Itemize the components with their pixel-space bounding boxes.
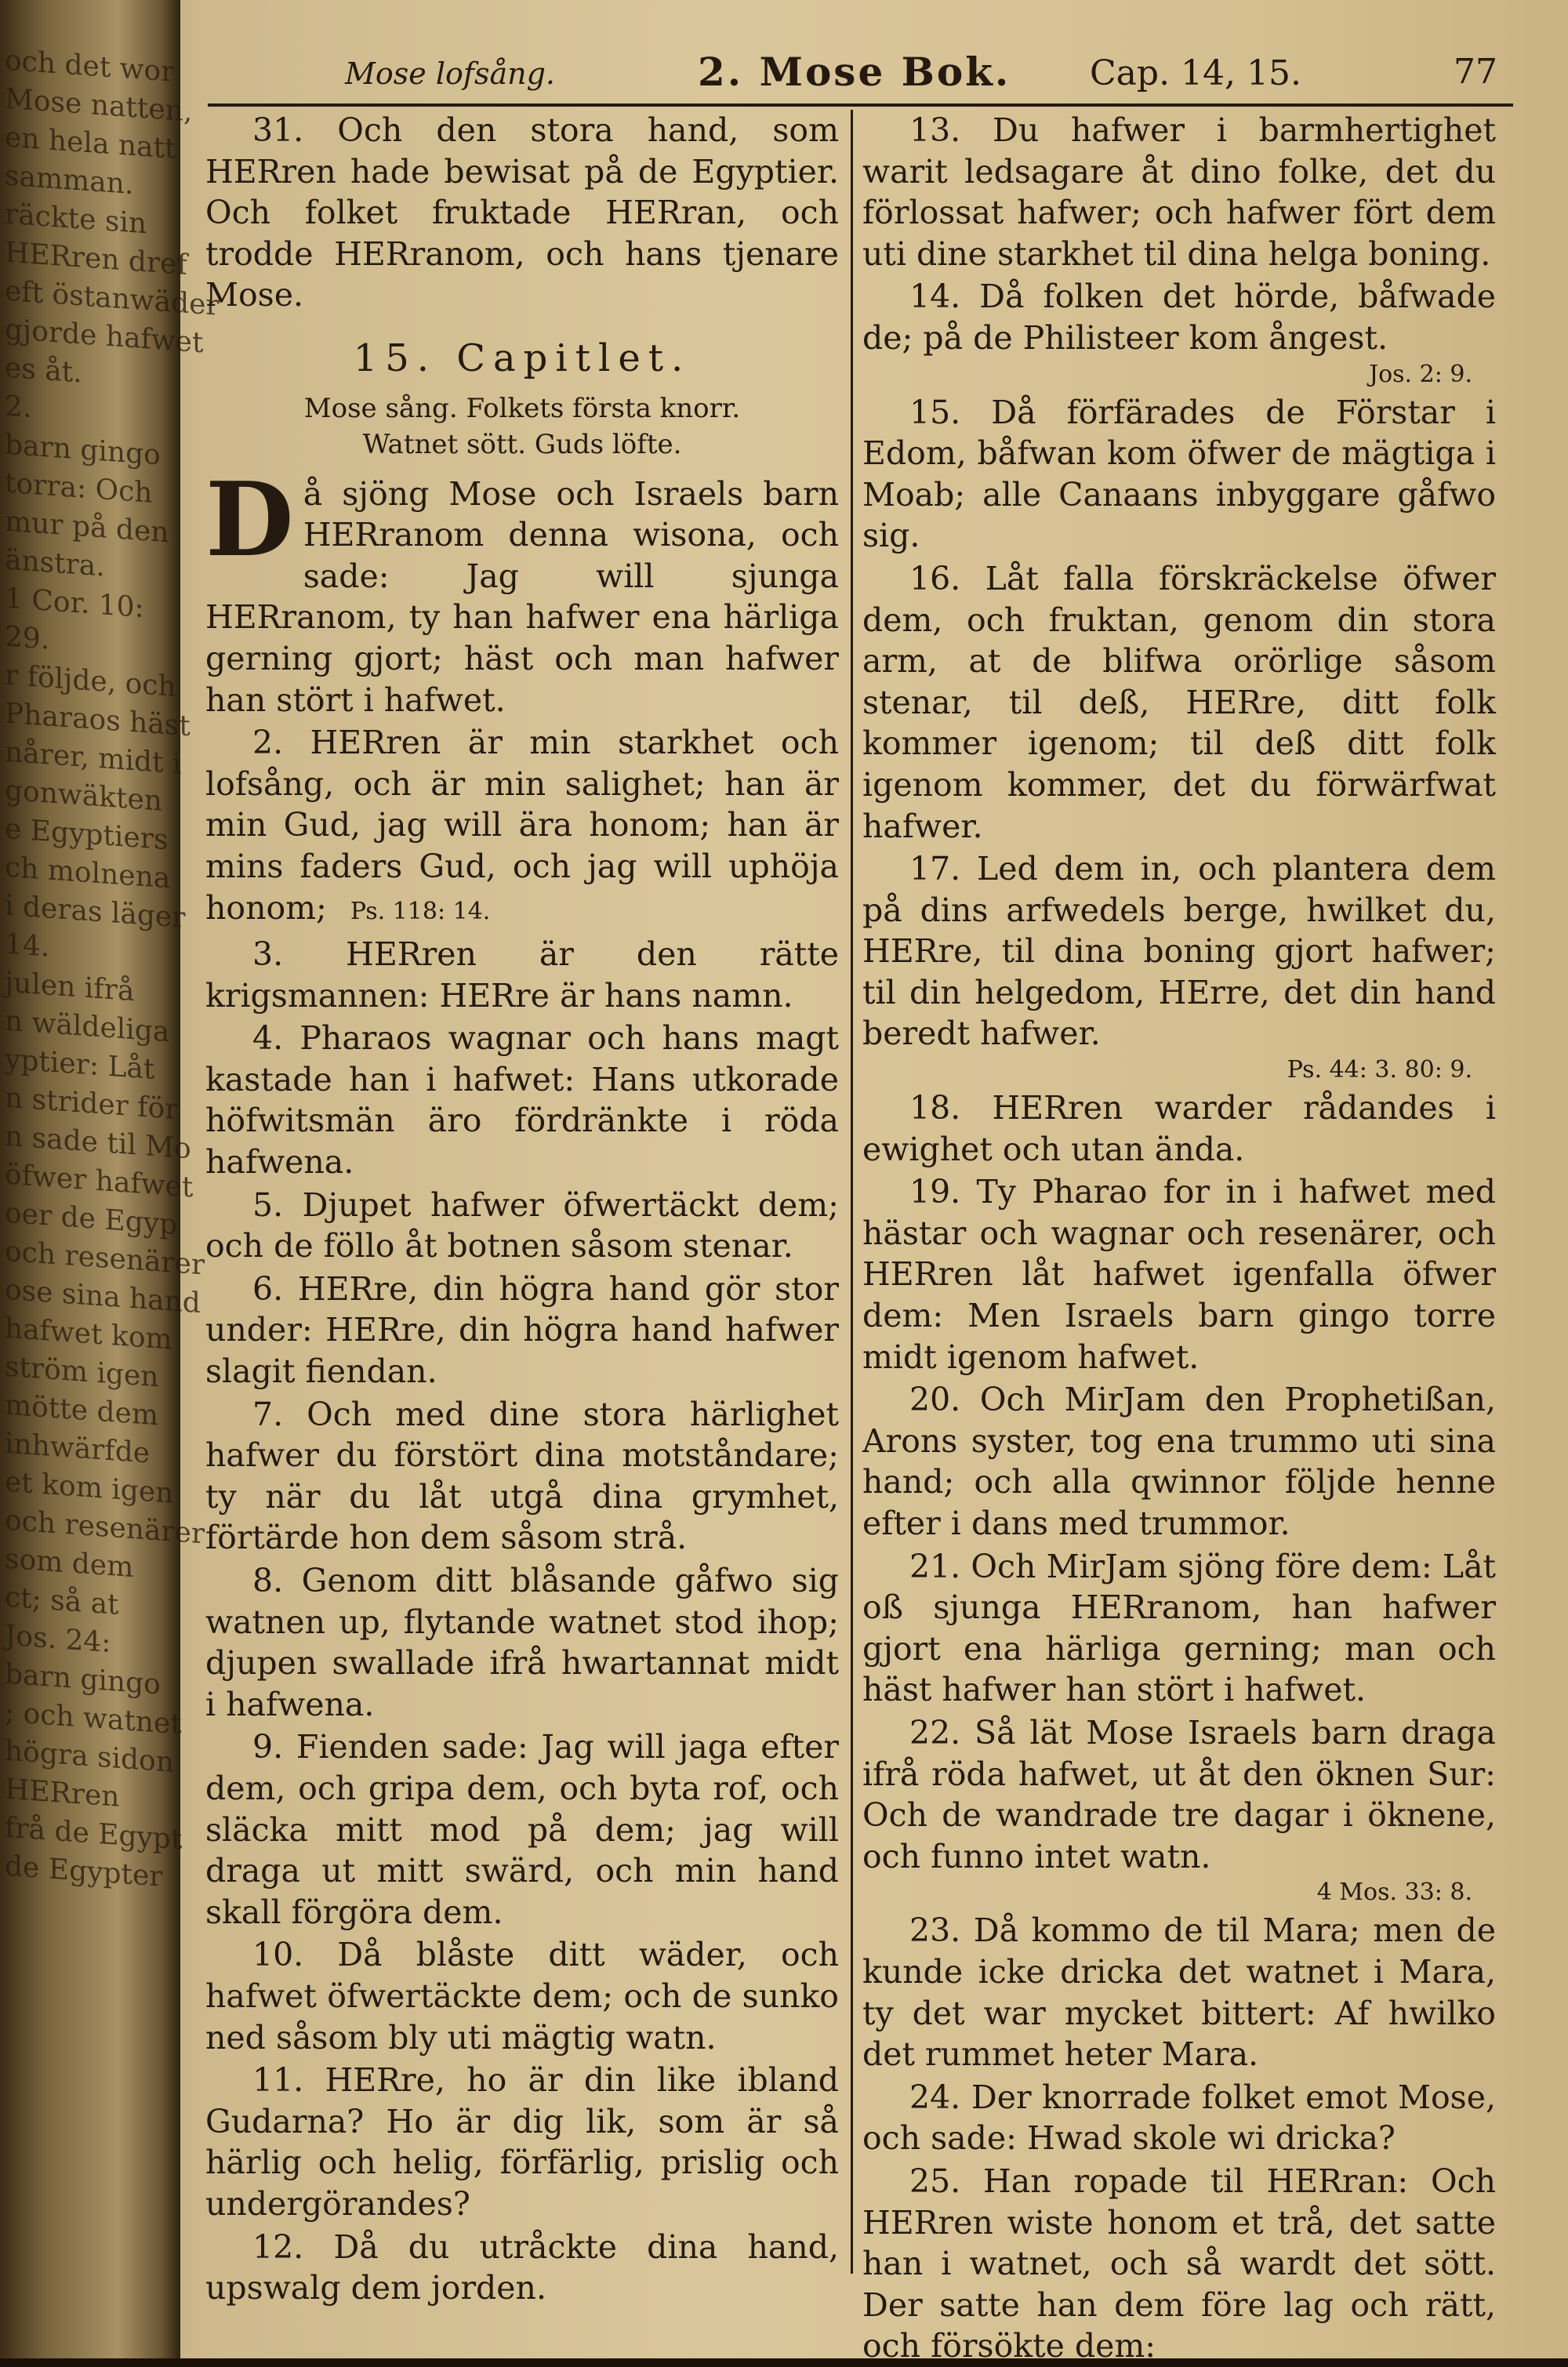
facing-page-line: barn gingo — [5, 428, 161, 472]
facing-page-line: ström igen — [5, 1350, 159, 1394]
verse-15-4: 4. Pharaos wagnar och hans magt kastade han i hafwet: Hans utkorade höfwitsmän äro fördränkte i röda hafwena. — [205, 1019, 839, 1182]
header-left: Mose lofsång. — [345, 56, 555, 91]
verse-15-5: 5. Djupet hafwer öfwertäckt dem; och de föllo åt botnen såsom stenar. — [205, 1185, 839, 1265]
facing-page-line: en hela natt — [5, 121, 176, 165]
facing-page-line: öfwer hafwet — [5, 1158, 194, 1204]
verse-15-2 — [205, 722, 839, 932]
verse-15-16: 16. Låt falla förskräckelse öfwer dem, och fruktan, genom din stora arm, at de blifwa orörlige såsom stenar, til deß, HERre, ditt folk kommer igenom; til deß ditt folk igenom kommer, det du förwärfwat hafwer. — [862, 559, 1496, 845]
verse-15-20: 20. Och MirJam den Prophetißan, Arons syster, tog ena trummo uti sina hand; och alla qwinnor följde henne efter i dans med trummor. — [862, 1381, 1496, 1542]
facing-page-line: r följde, och — [5, 659, 176, 703]
summary-line: Watnet sött. Guds löfte. — [362, 428, 682, 460]
facing-page-line: es åt. — [5, 351, 82, 390]
facing-page-line: Pharaos häst — [5, 697, 191, 743]
verse-14-31: 31. Och den stora hand, som HERren hade bewisat på de Egyptier. Och folket fruktade HERran, och trodde HERranom, och hans tjenare Mose. — [205, 111, 839, 314]
facing-page-line: 2. — [5, 390, 32, 425]
facing-page-line: ; och watnet — [5, 1696, 182, 1741]
running-header — [345, 49, 1497, 103]
left-column — [205, 110, 839, 2309]
verse-15-13: 13. Du hafwer i barmhertighet warit ledsagare åt dino folke, det du förlossat hafwer; och hafwer fört dem uti dine starkhet til dina helga boning. — [862, 111, 1496, 273]
cross-reference: Ps. 44: 3. 80: 9. — [1287, 1056, 1472, 1084]
chapter-summary — [205, 390, 839, 463]
facing-page-line: i deras läger — [5, 889, 186, 935]
facing-page-edge — [0, 0, 220, 2358]
facing-page-line: änstra. — [5, 543, 105, 583]
facing-page-line: ch molnena — [5, 851, 171, 895]
verse-15-25: 25. Han ropade til HERran: Och HERren wiste honom et trå, det satte han i watnet, och så wardt det sött. Der satte han dem före lag och rätt, och försökte dem: — [862, 2162, 1496, 2365]
verse-15-11: 11. HERre, ho är din like ibland Gudarna? Ho är dig lik, som är så härlig och helig, förfärlig, prislig och undergörandes? — [205, 2061, 839, 2223]
verse-15-6: 6. HERre, din högra hand gör stor under: HERre, din högra hand hafwer slagit fiendan. — [205, 1269, 839, 1391]
verse-15-24: 24. Der knorrade folket emot Mose, och sade: Hwad skole wi dricka? — [862, 2078, 1496, 2158]
column-divider — [851, 110, 853, 2274]
facing-page-line: och resenärer — [5, 1504, 205, 1551]
facing-page-line: eft östanwäder — [5, 274, 220, 322]
facing-page-line: n wäldeliga — [5, 1004, 170, 1049]
facing-page-line: räckte sin — [5, 198, 147, 241]
facing-page-line: Mose natten, — [5, 82, 193, 129]
facing-page-line: n strider för — [5, 1081, 179, 1127]
facing-page-line: frå de Egypt — [5, 1811, 183, 1857]
right-column — [862, 110, 1496, 2367]
verse-15-17: 17. Led dem in, och plantera dem på dins arfwedels berge, hwilket du, HERre, til dina boning gjort hafwer; til din helgedom, HErre, det din hand beredt hafwer. — [862, 850, 1496, 1053]
facing-page-line: och resenärer — [5, 1235, 205, 1282]
facing-page-line: hafwet kom — [5, 1312, 172, 1356]
verse-15-23: 23. Då kommo de til Mara; men de kunde icke dricka det watnet i Mara, ty det war mycket bittert: Af hwilko det rummet heter Mara. — [862, 1911, 1496, 2074]
cross-reference: Ps. 118: 14. — [350, 897, 491, 925]
facing-page-line: Jos. 24: — [5, 1619, 111, 1660]
facing-page-line: 14. — [5, 928, 50, 964]
verse-15-9: 9. Fienden sade: Jag will jaga efter dem, och gripa dem, och byta rof, och släcka mitt mod på dem; jag will draga ut mitt swärd, och min hand skall förgöra dem. — [205, 1728, 839, 1931]
header-chapter-range: Cap. 14, 15. — [1090, 53, 1301, 93]
facing-page-line: ct; så at — [5, 1581, 119, 1621]
verse-text: 2. HERren är min starkhet och lofsång, och är min salighet; han är min Gud, jag will ära honom; han är mins faders Gud, och jag will uphöja honom; — [205, 724, 839, 927]
facing-page-line: och det wor — [5, 44, 175, 89]
verse-15-10: 10. Då blåste ditt wäder, och hafwet öfwertäckte dem; och de sunko ned såsom bly uti mägtig watn. — [205, 1936, 839, 2057]
facing-page-line: HERren — [5, 1773, 120, 1813]
verse-15-3: 3. HERren är den rätte krigsmannen: HERre är hans namn. — [205, 935, 839, 1015]
facing-page-line: e Egyptiers — [5, 812, 169, 857]
facing-page-line: 29. — [5, 620, 50, 656]
facing-page-line: nårer, midt i — [5, 735, 182, 781]
facing-page-line: möttе dem — [5, 1389, 158, 1432]
facing-page-line: barn gingo — [5, 1657, 161, 1701]
verse-15-12: 12. Då du utråckte dina hand, upswalg dem jorden. — [205, 2227, 839, 2307]
verse-15-15: 15. Då förfärades de Förstar i Edom, båfwan kom öfwer de mägtiga i Moab; alle Canaans inbyggare gåfwo sig. — [862, 393, 1496, 555]
verse-15-7: 7. Och med dine stora härlighet hafwer du förstört dina motståndare; ty när du låt utgå dina grymhet, förtärde hon dem såsom strå. — [205, 1395, 839, 1557]
facing-page-line: yptier: Låt — [5, 1043, 155, 1087]
facing-page-line: de Egypter — [5, 1850, 163, 1893]
verse-15-22: 22. Så lät Mose Israels barn draga ifrå röda hafwet, ut åt den öknen Sur: Och de wandrade tre dagar i öknene, och funno intet watn. — [862, 1713, 1496, 1875]
drop-cap: D — [205, 459, 294, 579]
facing-page-line: högra sidon — [5, 1734, 174, 1779]
facing-page-line: julen ifrå — [5, 966, 135, 1008]
facing-page-line: som dem — [5, 1542, 134, 1585]
facing-page-line: et kom igen — [5, 1465, 174, 1510]
facing-page-line: torra: Och — [5, 467, 153, 510]
header-rule — [208, 103, 1513, 107]
verse-text: å sjöng Mose och Israels barn HERranom denna wisona, och sade: Jag will sjunga HERranom, ty han hafwer ena härliga gerning gjort; häst och man hafwer han stört i hafwet. — [205, 474, 839, 719]
summary-line: Mose sång. Folkets första knorr. — [303, 392, 741, 424]
facing-page-line: HERren dref — [5, 236, 187, 281]
facing-page-line: inhwärfde — [5, 1427, 151, 1470]
facing-page-line: samman. — [5, 159, 134, 201]
facing-page-line: ose sina hand — [5, 1273, 201, 1320]
verse-15-21: 21. Och MirJam sjöng före dem: Låt oß sjunga HERranom, han hafwer gjort ena härliga gerning; man och häst hafwer han stört i hafwet. — [862, 1547, 1496, 1709]
verse-15-8: 8. Genom ditt blåsande gåfwo sig watnen up, flytande watnet stod ihop; djupen swallade ifrå hwartannat midt i hafwena. — [205, 1562, 839, 1723]
facing-page-line: n sade til Mo — [5, 1120, 191, 1166]
facing-page-line: 1 Cor. 10: — [5, 582, 144, 625]
chapter-title: 15. Capitlet. — [353, 336, 691, 380]
verse-15-18: 18. HERren warder rådandes i ewighet och utan ända. — [862, 1089, 1496, 1168]
verse-15-1 — [205, 459, 839, 721]
facing-page-line: gjorde hafwet — [5, 313, 204, 360]
cross-reference: Jos. 2: 9. — [1369, 360, 1472, 388]
verse-15-14: 14. Då folken det hörde, båfwade de; på de Philisteer kom ångest. — [862, 278, 1496, 357]
header-book-title: 2. Mose Bok. — [698, 49, 1011, 95]
cross-reference: 4 Mos. 33: 8. — [1316, 1879, 1472, 1907]
facing-page-line: mur på den — [5, 505, 169, 550]
facing-page-line: oer de Egyp — [5, 1196, 178, 1242]
verse-15-19: 19. Ty Pharao for in i hafwet med hästar och wagnar och resenärer, och HERren låt hafwet igenfalla öfwer dem: Men Israels barn gingo torre midt igenom hafwet. — [862, 1173, 1496, 1376]
page-number: 77 — [1454, 52, 1497, 92]
facing-page-line: gonwäkten — [5, 774, 162, 818]
facing-page-text — [5, 42, 220, 2327]
